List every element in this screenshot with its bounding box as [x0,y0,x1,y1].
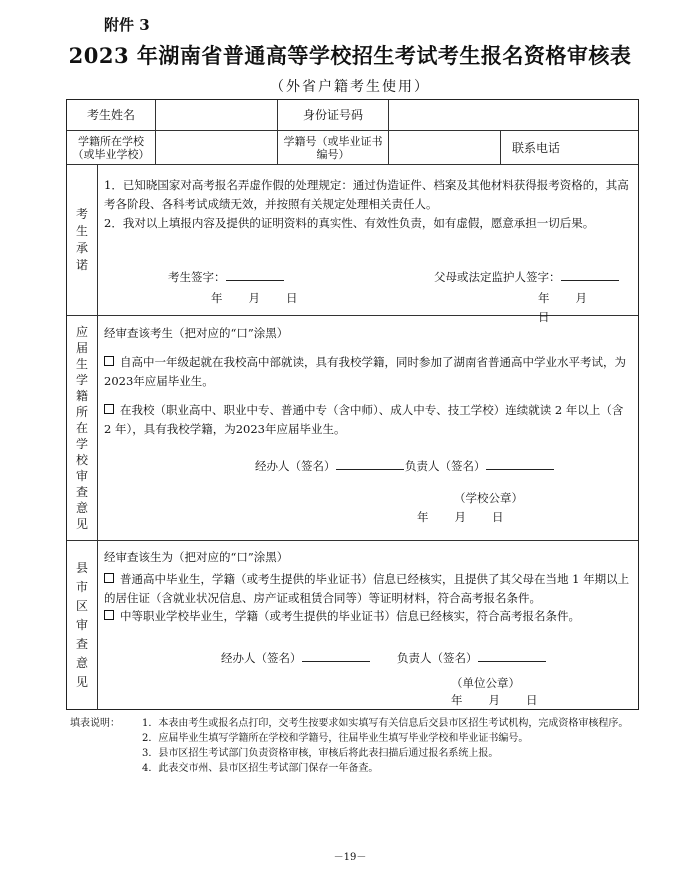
school-field[interactable] [156,131,277,164]
date-year: 年 [538,291,550,305]
date-month: 月 [488,693,500,707]
attachment-label: 附件 3 [104,16,150,34]
side-char: 学 [75,372,88,387]
side-char: 所 [75,404,88,419]
option-checkbox[interactable] [104,573,114,583]
student-number-label: 学籍号（或毕业证书编号） [283,134,383,161]
date-month: 月 [575,291,587,305]
option-text: 普通高中毕业生，学籍（或考生提供的毕业证书）信息已经核实，且提供了其父母在当地 1 年期以上的居住证（含就业状况信息、房产证或租赁合同等）等证明材料，符合高考报名条件。 [104,572,630,605]
side-char: 应 [75,324,88,339]
instructions-label: 填表说明： [70,718,120,729]
student-number-field[interactable] [389,131,500,164]
row-divider [67,540,638,541]
date-day: 日 [492,510,504,524]
school-seal: （学校公章） [454,491,523,505]
school-label: 学籍所在学校（或毕业学校） [72,134,150,161]
handler-sign-line[interactable] [336,457,404,470]
instruction-item: 4．此表交市州、县市区招生考试部门保存一年备查。 [142,763,379,774]
side-char: 校 [75,452,88,467]
side-char: 审 [75,617,88,632]
side-char: 籍 [75,388,88,403]
option-text: 在我校（职业高中、职业中专、普通中专（含中师）、成人中专、技工学校）连续就读 2 年以上（含 2 年），具有我校学籍，为2023年应届毕业生。 [104,403,624,436]
row-divider [67,164,638,165]
school-review-side-label [67,315,97,540]
commitment-item-1: 1．已知晓国家对高考报名弄虚作假的处理规定：通过伪造证件、档案及其他材料获得报考资格的，其高考各阶段、各科考试成绩无效，并按照有关规定处理相关责任人。 [104,178,629,211]
guardian-sign-label: 父母或法定监护人签字： [434,270,561,284]
col-divider [97,164,98,710]
county-review-option-1 [104,570,632,608]
guardian-sign-date [538,289,638,327]
registration-form-table [66,99,639,710]
county-leader-signature [397,649,546,668]
side-char: 区 [75,598,88,613]
county-handler-signature [221,649,370,668]
instruction-item: 1．本表由考生或报名点打印，交考生按要求如实填写有关信息后交县市区招生考试机构，完成资格审核程序。 [142,718,629,729]
phone-label: 联系电话 [511,140,560,155]
student-sign-line[interactable] [226,268,284,281]
date-day: 日 [526,693,538,707]
school-review-intro: 经审查该考生（把对应的“口”涂黑） [104,326,289,340]
county-seal: （单位公章） [451,676,520,690]
side-char: 审 [75,468,88,483]
date-day: 日 [538,310,550,324]
handler-label: 经办人（签名） [255,459,336,473]
handler-sign-line[interactable] [302,649,370,662]
form-subtitle: （外省户籍考生使用） [270,79,430,95]
school-review-option-2 [104,401,632,439]
date-year: 年 [211,291,223,305]
side-char: 查 [75,636,88,651]
side-char: 届 [75,340,88,355]
side-char: 查 [75,484,88,499]
leader-sign-line[interactable] [478,649,546,662]
option-checkbox[interactable] [104,610,114,620]
page-number: －19－ [333,852,367,863]
id-number-label: 身份证号码 [302,108,363,122]
county-review-intro: 经审查该生为（把对应的“口”涂黑） [104,550,289,564]
county-review-side-label [67,540,97,710]
option-text: 中等职业学校毕业生，学籍（或考生提供的毕业证书）信息已经核实，符合高考报名条件。 [120,609,580,623]
student-signature [168,268,284,287]
side-char: 意 [75,500,88,515]
county-review-date [451,692,564,709]
option-text: 自高中一年级起就在我校高中部就读，具有我校学籍，同时参加了湖南省普通高中学业水平考试，为2023年应届毕业生。 [104,355,626,388]
school-review-option-1 [104,353,632,391]
date-year: 年 [417,510,429,524]
side-char: 县 [75,560,88,575]
side-char: 见 [75,674,88,689]
side-char: 生 [75,223,88,238]
phone-field[interactable] [571,131,638,164]
form-title: 2023 年湖南省普通高等学校招生考试考生报名资格审核表 [68,43,632,68]
side-char: 在 [75,420,88,435]
leader-sign-line[interactable] [486,457,554,470]
leader-label: 负责人（签名） [405,459,486,473]
school-handler-signature [255,457,404,476]
commitment-side-label [67,164,97,315]
side-char: 考 [75,206,88,221]
name-field[interactable] [156,100,277,130]
county-review-option-2 [104,607,632,626]
side-char: 诺 [75,257,88,272]
date-month: 月 [454,510,466,524]
side-char: 生 [75,356,88,371]
guardian-sign-line[interactable] [561,268,619,281]
option-checkbox[interactable] [104,356,114,366]
option-checkbox[interactable] [104,404,114,414]
name-label: 考生姓名 [86,108,135,122]
commitment-item-2: 2．我对以上填报内容及提供的证明资料的真实性、有效性负责，如有虚假，愿意承担一切后果。 [104,216,595,230]
date-year: 年 [451,693,463,707]
guardian-signature [434,268,619,287]
side-char: 意 [75,655,88,670]
side-char: 学 [75,436,88,451]
id-number-field[interactable] [389,100,638,130]
student-sign-label: 考生签字： [168,270,226,284]
side-char: 承 [75,240,88,255]
instruction-item: 2．应届毕业生填写学籍所在学校和学籍号，往届毕业生填写毕业学校和毕业证书编号。 [142,733,529,744]
student-sign-date [211,289,324,308]
date-month: 月 [248,291,260,305]
leader-label: 负责人（签名） [397,651,478,665]
side-char: 市 [75,579,88,594]
side-char: 见 [75,516,88,531]
school-leader-signature [405,457,554,476]
handler-label: 经办人（签名） [221,651,302,665]
school-review-date [417,508,530,527]
instruction-item: 3．县市区招生考试部门负责资格审核，审核后将此表扫描后通过报名系统上报。 [142,748,499,759]
date-day: 日 [286,291,298,305]
